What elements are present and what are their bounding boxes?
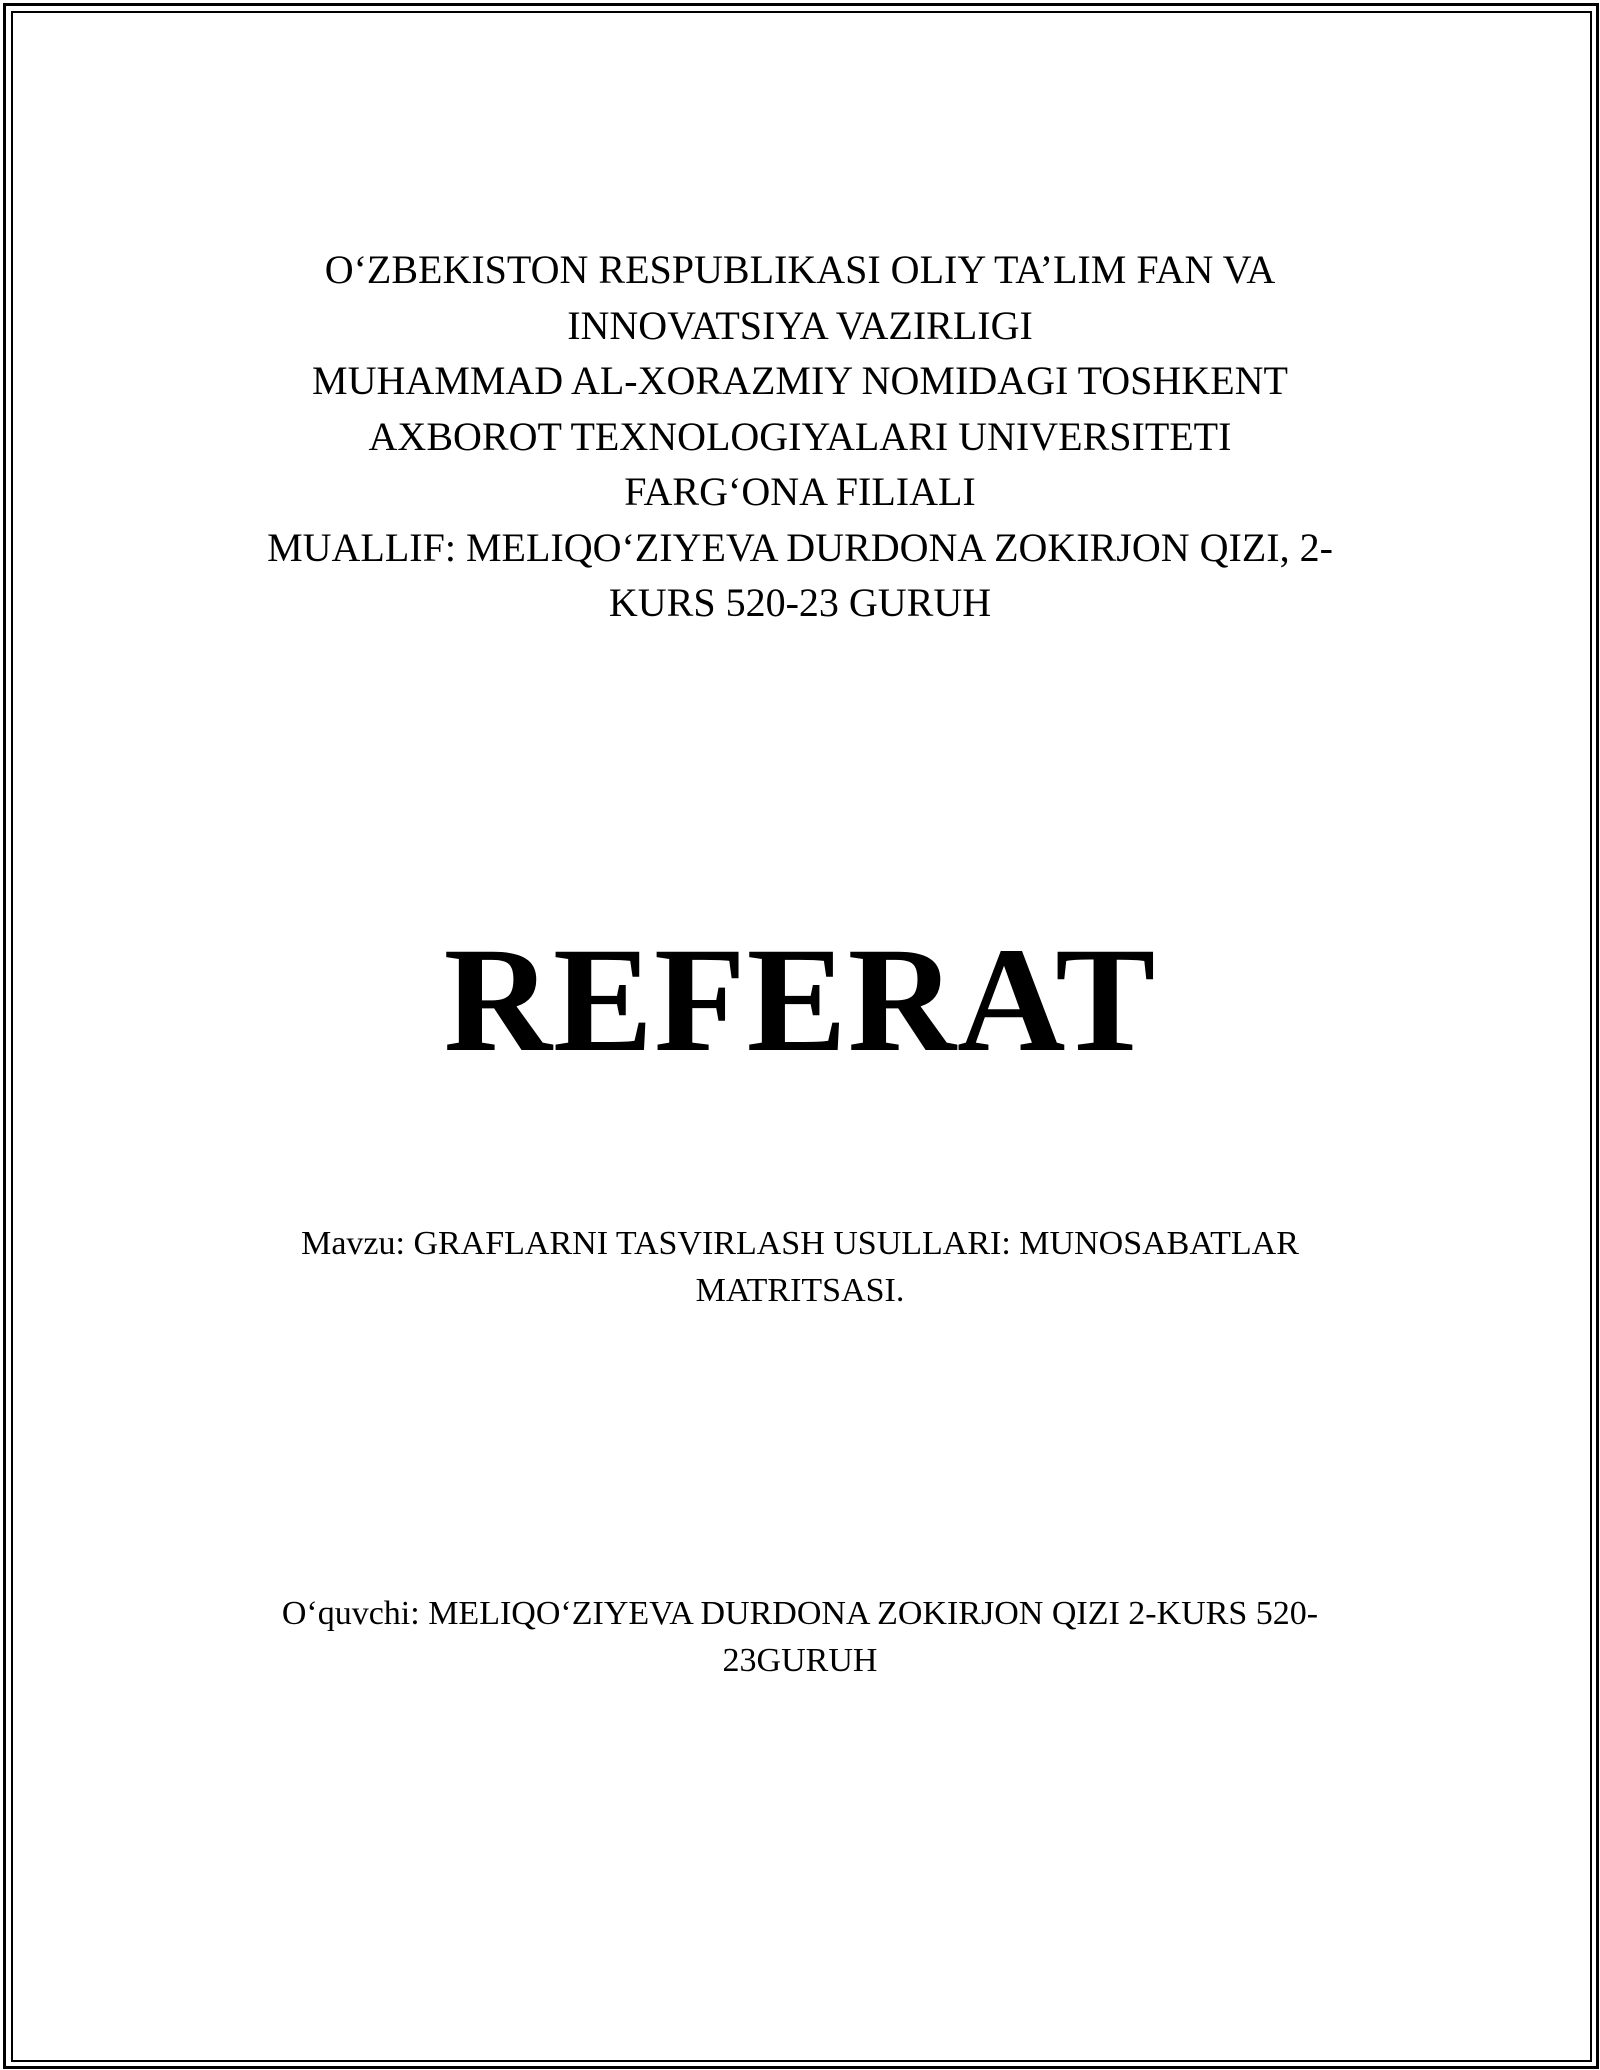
topic-line: Mavzu: GRAFLARNI TASVIRLASH USULLARI: MUNOSABATLAR xyxy=(301,1225,1299,1262)
header-line: INNOVATSIYA VAZIRLIGI xyxy=(567,302,1033,348)
student-line: 23GURUH xyxy=(722,1642,878,1679)
student-block xyxy=(200,1590,1400,1684)
topic-block xyxy=(200,1220,1400,1314)
header-line: AXBOROT TEXNOLOGIYALARI UNIVERSITETI xyxy=(368,413,1232,459)
institution-header xyxy=(200,242,1400,631)
student-line: O‘quvchi: MELIQO‘ZIYEVA DURDONA ZOKIRJON QIZI 2-KURS 520- xyxy=(281,1595,1319,1632)
header-line: KURS 520-23 GURUH xyxy=(608,580,992,625)
header-line: FARG‘ONA FILIALI xyxy=(624,469,976,514)
header-line: MUHAMMAD AL-XORAZMIY NOMIDAGI TOSHKENT xyxy=(312,358,1288,403)
topic-line: MATRITSASI. xyxy=(695,1272,905,1309)
document-title: REFERAT xyxy=(443,917,1157,1083)
header-line: O‘ZBEKISTON RESPUBLIKASI OLIY TA’LIM FAN VA xyxy=(324,247,1276,292)
header-line: MUALLIF: MELIQO‘ZIYEVA DURDONA ZOKIRJON QIZI, 2- xyxy=(267,524,1333,570)
